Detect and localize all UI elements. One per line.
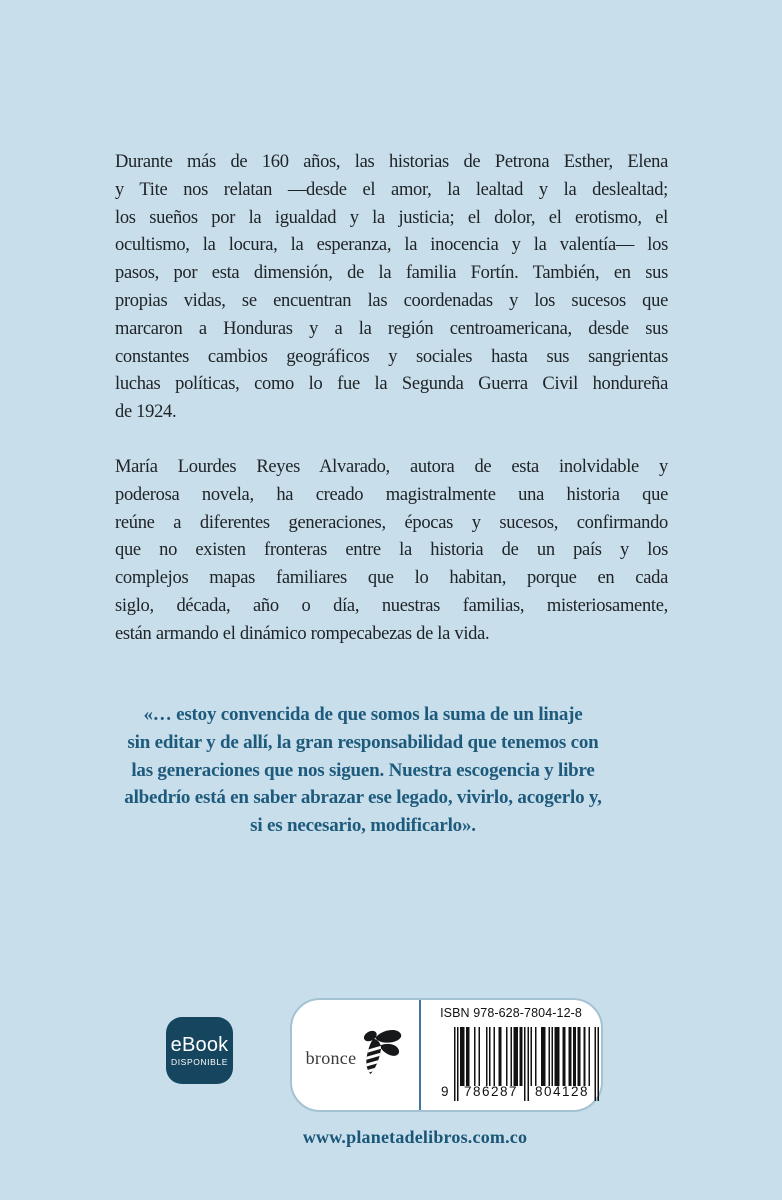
text-line: los sueños por la igualdad y la justicia; el dolor, el erotismo, el (115, 207, 668, 228)
text-line: luchas políticas, como lo fue la Segunda Guerra Civil hondureña (115, 374, 668, 395)
text-line: que no existen fronteras entre la historia de un país y los (115, 540, 668, 561)
ebook-available-badge (166, 1017, 233, 1084)
text-line: y Tite nos relatan —desde el amor, la lealtad y la deslealtad; (115, 179, 668, 200)
publisher-logo-section (292, 1000, 419, 1110)
text-line: constantes cambios geográficos y sociales hasta sus sangrientas (115, 346, 668, 367)
text-line: propias vidas, se encuentran las coordenadas y los sucesos que (115, 290, 668, 311)
barcode (441, 1027, 599, 1101)
author-quote (73, 701, 653, 840)
ebook-badge-subtitle: DISPONIBLE (170, 1056, 229, 1067)
text-line: Durante más de 160 años, las historias de Petrona Esther, Elena (115, 152, 668, 172)
text-line: poderosa novela, ha creado magistralmente una historia que (115, 484, 668, 505)
text-line: sin editar y de allí, la gran responsabilidad que tenemos con (127, 731, 599, 753)
text-line: pasos, por esta dimensión, de la familia Fortín. También, en sus (115, 263, 668, 284)
isbn-label: ISBN 978-628-7804-12-8 (440, 1006, 582, 1020)
text-line: ocultismo, la locura, la esperanza, la inocencia y la valentía— los (115, 235, 668, 256)
text-line: complejos mapas familiares que lo habitan, porque en cada (115, 568, 668, 589)
barcode-digits-group2: 804128 (534, 1084, 590, 1099)
text-line: si es necesario, modificarlo». (250, 815, 476, 837)
barcode-digits-group1: 786287 (463, 1084, 519, 1099)
text-line: siglo, década, año o día, nuestras familias, misteriosamente, (115, 595, 668, 616)
barcode-section (421, 1000, 601, 1110)
text-line: reúne a diferentes generaciones, épocas y sucesos, confirmando (115, 512, 668, 533)
text-line: «… estoy convencida de que somos la suma de un linaje (143, 704, 583, 725)
synopsis-paragraph-1 (115, 149, 668, 427)
ebook-badge-title: eBook (170, 1033, 229, 1056)
publisher-name: bronce (305, 1047, 357, 1068)
text-line: marcaron a Honduras y a la región centroamericana, desde sus (115, 318, 668, 339)
text-line: albedrío está en saber abrazar ese legado, vivirlo, acogerlo y, (124, 787, 602, 809)
publisher-website: www.planetadelibros.com.co (302, 1127, 528, 1147)
text-line: de 1924. (115, 402, 177, 423)
publisher-barcode-panel (290, 998, 603, 1112)
text-line: las generaciones que nos siguen. Nuestra escogencia y libre (131, 759, 595, 781)
text-line: María Lourdes Reyes Alvarado, autora de esta inolvidable y (115, 457, 668, 477)
text-line: están armando el dinámico rompecabezas de la vida. (115, 623, 490, 644)
synopsis-paragraph-2 (115, 454, 668, 649)
bee-icon (361, 1027, 405, 1079)
barcode-digit-lead: 9 (441, 1084, 449, 1099)
